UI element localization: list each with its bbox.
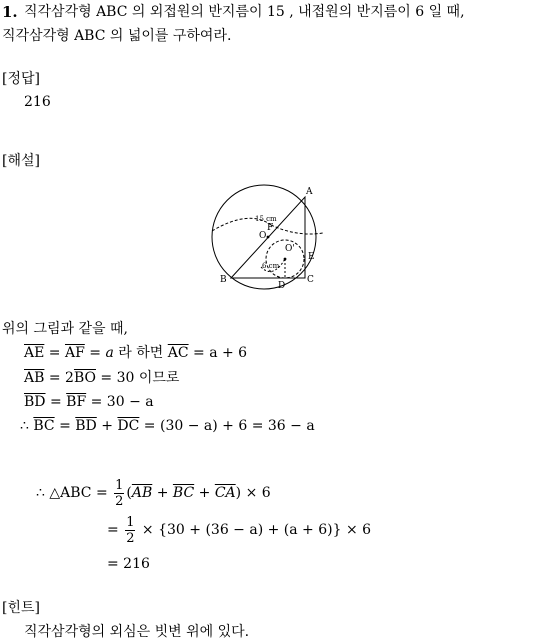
hint-text: 직각삼각형의 외심은 빗변 위에 있다. (24, 624, 250, 640)
segment-af: $\overline{AF}$ (64, 345, 85, 361)
triangle-circle-figure (209, 181, 325, 293)
answer-value: 216 (24, 94, 51, 110)
problem-line-2: 직각삼각형 ABC 의 넓이를 구하여라. (2, 28, 232, 44)
answer-header: [정답] (2, 71, 40, 87)
fraction-half-2: $\frac{1}{2}$ (126, 514, 135, 546)
segment-bc: $\overline{BC}$ (33, 418, 55, 434)
segment-ab-area: $\overline{AB}$ (131, 485, 153, 501)
fraction-half: $\frac{1}{2}$ (115, 477, 124, 509)
segment-dc: $\overline{DC}$ (117, 418, 140, 434)
label-o: O (259, 231, 267, 241)
area-line-3: = 216 (107, 556, 150, 572)
solution-intro: 위의 그림과 같을 때, (2, 321, 128, 337)
label-f: F (267, 223, 274, 233)
label-e: E (308, 252, 315, 262)
label-o-prime: O' (285, 244, 295, 254)
hint-header: [힌트] (2, 600, 40, 616)
solution-step-2: $\overline{AB} = 2\overline{BO} = 30$ 이므로 (24, 370, 180, 386)
label-d: D (278, 281, 286, 291)
area-line-1: ∴ △ABC = $\frac{1}{2}$ $(\overline{AB} + \overline{BC} + \overline{CA}) \times 6$ (36, 477, 271, 509)
solution-header: [해설] (2, 153, 40, 169)
solution-step-4: ∴ $\overline{BC} = \overline{BD} + \overline{DC} = (30 - a) + 6 = 36 - a$ (20, 418, 315, 434)
solution-step-1: $\overline{AE} = \overline{AF} = a$ 라 하면 $\overline{AC} = a + 6$ (24, 345, 248, 361)
problem-line-1: 직각삼각형 ABC 의 외접원의 반지름이 15 , 내접원의 반지름이 6 일 때, (24, 4, 465, 20)
label-c: C (307, 275, 314, 285)
solution-step-3: $\overline{BD} = \overline{BF} = 30 - a$ (24, 394, 154, 410)
label-b: B (220, 275, 227, 285)
segment-ca-area: $\overline{CA}$ (214, 485, 236, 501)
area-line-2: = $\frac{1}{2}$ × {30 + (36 − a) + (a + 6)} × 6 (107, 514, 372, 546)
label-a: A (306, 187, 313, 197)
segment-bd-2: $\overline{BD}$ (75, 418, 97, 434)
segment-ab: $\overline{AB}$ (24, 370, 45, 386)
label-15cm: 15 cm (255, 215, 277, 223)
problem-number: 1. (2, 3, 18, 21)
segment-bf: $\overline{BF}$ (66, 394, 87, 410)
segment-ac: $\overline{AC}$ (167, 345, 189, 361)
center-o2 (284, 258, 287, 261)
segment-bc-area: $\overline{BC}$ (172, 485, 195, 501)
center-o (267, 236, 270, 239)
segment-bd: $\overline{BD}$ (24, 394, 46, 410)
label-6cm: 6 cm (262, 262, 280, 270)
segment-ae: $\overline{AE}$ (24, 345, 45, 361)
segment-bo: $\overline{BO}$ (73, 370, 96, 386)
